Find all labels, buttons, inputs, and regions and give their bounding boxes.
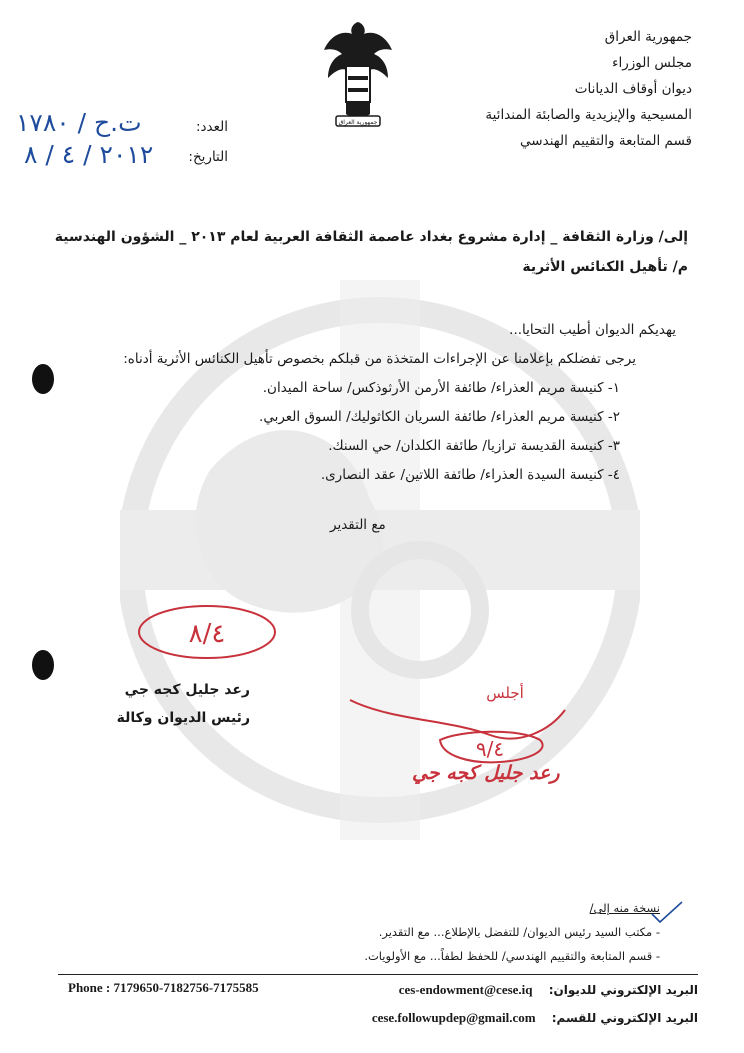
diwan-email-row — [399, 982, 698, 998]
church-list-item: ٢- كنيسة مريم العذراء/ طائفة السريان الكاثوليك/ السوق العربي. — [259, 409, 620, 425]
letterhead-line: المسيحية والإيزيدية والصابئة المندائية — [485, 107, 692, 123]
checkmark-icon — [650, 900, 684, 924]
red-handwritten-date-mark — [132, 596, 282, 666]
iraq-eagle-emblem-icon — [322, 18, 394, 133]
church-list-item: ٤- كنيسة السيدة العذراء/ طائفة اللاتين/ عقد النصارى. — [320, 467, 620, 483]
red-date-text-2: ٩/٤ — [475, 737, 505, 761]
diwan-email[interactable]: ces-endowment@cese.iq — [398, 982, 533, 997]
copies-section — [240, 896, 660, 968]
dept-email[interactable]: cese.followupdep@gmail.com — [371, 1010, 536, 1025]
dept-email-label: البريد الإلكتروني للقسم: — [551, 1011, 698, 1025]
red-date-text: ٨/٤ — [188, 619, 226, 649]
number-label: العدد: — [195, 119, 228, 135]
letterhead-line: قسم المتابعة والتقييم الهندسي — [520, 133, 692, 149]
handwritten-number: ت.ح / ١٧٨٠ — [16, 108, 142, 137]
signature-name-stamp: رعد جليل كجه جي — [412, 762, 560, 784]
copy-recipient: - مكتب السيد رئيس الديوان/ للتفضل بالإطلاع... مع التقدير. — [378, 925, 660, 939]
date-label: التاريخ: — [188, 149, 228, 165]
subject-block — [48, 222, 688, 282]
copies-title: نسخة منه إلى/ — [589, 901, 660, 915]
letterhead-line: جمهورية العراق — [604, 29, 692, 45]
regards-closing: مع التقدير — [330, 517, 386, 533]
punch-hole — [32, 364, 54, 394]
greeting: يهديكم الديوان أطيب التحايا... — [509, 322, 676, 338]
letterhead-line: مجلس الوزراء — [612, 55, 692, 71]
emblem-caption: جمهورية العراق — [338, 119, 378, 126]
letterhead — [392, 24, 692, 154]
subject-recipient: إلى/ وزارة الثقافة _ إدارة مشروع بغداد عاصمة الثقافة العربية لعام ٢٠١٣ _ الشؤون الهندسية — [54, 229, 688, 245]
letter-body — [56, 316, 676, 490]
handwritten-date: ٢٠١٢ / ٤ / ٨ — [24, 140, 154, 169]
red-initial-text: أجلس — [486, 684, 524, 702]
reference-labels — [186, 112, 228, 172]
diwan-email-label: البريد الإلكتروني للديوان: — [548, 983, 698, 997]
signer-title: رئيس الديوان وكالة — [116, 710, 250, 726]
footer-divider — [58, 974, 698, 975]
subject-topic: م/ تأهيل الكنائس الأثرية — [522, 259, 688, 275]
signer-name: رعد جليل كجه جي — [124, 682, 250, 698]
dept-email-row — [372, 1010, 698, 1026]
church-list-item: ٣- كنيسة القديسة ترازيا/ طائفة الكلدان/ حي السنك. — [328, 438, 620, 454]
letterhead-line: ديوان أوقاف الديانات — [574, 81, 692, 97]
church-list-item: ١- كنيسة مريم العذراء/ طائفة الأرمن الأرثوذكس/ ساحة الميدان. — [262, 380, 620, 396]
punch-hole — [32, 650, 54, 680]
request-paragraph: يرجى تفضلكم بإعلامنا عن الإجراءات المتخذة من قبلكم بخصوص تأهيل الكنائس الأثرية أدناه: — [123, 351, 636, 367]
signer-block — [100, 676, 250, 732]
copy-recipient: - قسم المتابعة والتقييم الهندسي/ للحفظ لطفاً... مع الأولويات. — [364, 949, 660, 963]
phone-numbers: Phone : 7179650-7182756-7175585 — [68, 980, 259, 995]
